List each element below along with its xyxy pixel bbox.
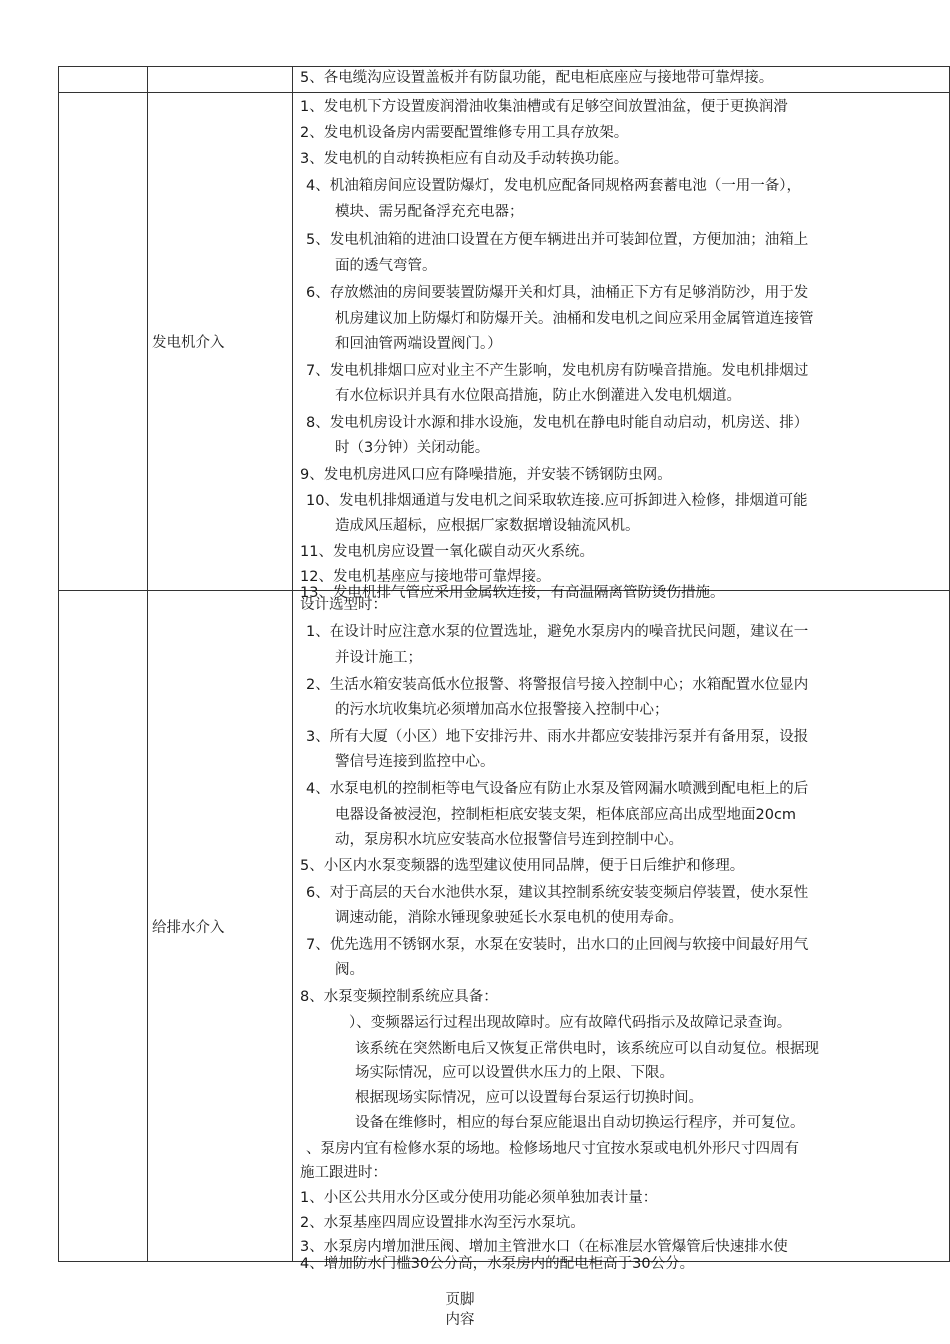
content-cell [293, 591, 950, 1272]
content-line: 11、发电机房应设置一氧化碳自动灭火系统。 [300, 544, 594, 560]
content-line: 5、小区内水泵变频器的选型建议使用同品牌，便于日后维护和修理。 [300, 858, 745, 874]
content-line: 该系统在突然断电后又恢复正常供电时，该系统应可以自动复位。根据现 [355, 1041, 819, 1057]
empty-cell [59, 67, 148, 93]
content-line: 1、在设计时应注意水泵的位置选址，避免水泵房内的噪音扰民问题，建议在一 [306, 624, 809, 640]
table-row [59, 93, 950, 591]
content-line: 10、发电机排烟通道与发电机之间采取软连接.应可拆卸进入检修，排烟道可能 [306, 493, 808, 509]
content-line: 面的透气弯管。 [335, 258, 437, 274]
content-line: 调速动能，消除水锤现象驶延长水泵电机的使用寿命。 [335, 910, 683, 926]
content-line: 设备在维修时，相应的每台泵应能退出自动切换运行程序，并可复位。 [355, 1115, 805, 1131]
content-line: 3、发电机的自动转换柜应有自动及手动转换功能。 [300, 151, 629, 167]
content-line: 7、优先选用不锈钢水泵，水泵在安装时，出水口的止回阀与软接中间最好用气 [306, 937, 809, 953]
content-line: 场实际情况，应可以设置供水压力的上限、下限。 [355, 1065, 674, 1081]
content-line: 4、水泵电机的控制柜等电气设备应有防止水泵及管网漏水喷溅到配电柜上的后 [306, 781, 809, 797]
content-line: 13、发电机排气管应采用金属软连接，有高温隔离管防烫伤措施。 [300, 585, 725, 601]
content-line: 的污水坑收集坑必须增加高水位报警接入控制中心； [335, 702, 669, 718]
content-line: 和回油管两端设置阀门。） [335, 336, 502, 352]
content-line: 12、发电机基座应与接地带可靠焊接。 [300, 569, 551, 585]
content-line: 6、对于高层的天台水池供水泵，建议其控制系统安装变频启停装置，使水泵性 [306, 885, 809, 901]
content-line: 7、发电机排烟口应对业主不产生影响，发电机房有防噪音措施。发电机排烟过 [306, 363, 809, 379]
content-line: 4、增加防水门槛30公分高，水泵房内的配电柜高于30公分。 [300, 1256, 695, 1272]
empty-cell [59, 93, 148, 591]
content-line: 警信号连接到监控中心。 [335, 754, 495, 770]
category-cell [148, 67, 293, 93]
content-line: 4、机油箱房间应设置防爆灯，发电机应配备同规格两套蓄电池（一用一备）， [306, 178, 801, 194]
content-line: 并设计施工； [335, 650, 422, 666]
content-line: 、泵房内宜有检修水泵的场地。检修场地尺寸宜按水泵或电机外形尺寸四周有 [306, 1141, 799, 1157]
content-line: 阀。 [335, 962, 364, 978]
content-line: 模块、需另配备浮充充电器； [335, 204, 524, 220]
content-line: ）、变频器运行过程出现故障时。应有故障代码指示及故障记录查询。 [349, 1015, 792, 1031]
content-line: 5、发电机油箱的进油口设置在方便车辆进出并可装卸位置，方便加油；油箱上 [306, 232, 809, 248]
content-line: 设计选型时： [300, 597, 387, 613]
content-line: 时（3分钟）关闭动能。 [335, 440, 490, 456]
category-cell: 发电机介入 [148, 93, 293, 591]
content-line: 9、发电机房进风口应有降噪措施，并安装不锈钢防虫网。 [300, 467, 672, 483]
content-cell [293, 67, 950, 93]
content-line: 6、存放燃油的房间要装置防爆开关和灯具，油桶正下方有足够消防沙，用于发 [306, 285, 809, 301]
content-line: 机房建议加上防爆灯和防爆开关。油桶和发电机之间应采用金属管道连接管 [335, 311, 814, 327]
content-line: 2、生活水箱安装高低水位报警、将警报信号接入控制中心；水箱配置水位显内 [306, 677, 809, 693]
content-line: 1、小区公共用水分区或分使用功能必须单独加表计量： [300, 1190, 658, 1206]
content-line: 2、发电机设备房内需要配置维修专用工具存放架。 [300, 125, 629, 141]
page-footer [420, 1290, 500, 1330]
content-line: 8、水泵变频控制系统应具备： [300, 989, 498, 1005]
category-cell: 给排水介入 [148, 591, 293, 1262]
content-line: 根据现场实际情况，应可以设置每台泵运行切换时间。 [355, 1090, 703, 1106]
content-line: 8、发电机房设计水源和排水设施，发电机在静电时能自动启动，机房送、排） [306, 415, 809, 431]
table-row [59, 67, 950, 93]
footer-line: 页脚 [445, 1292, 475, 1308]
content-line: 3、所有大厦（小区）地下安排污井、雨水井都应安装排污泵并有备用泵，设报 [306, 729, 809, 745]
content-line: 3、水泵房内增加泄压阀、增加主管泄水口（在标准层水管爆管后快速排水使 [300, 1239, 788, 1255]
content-line: 动，泵房积水坑应安装高水位报警信号连到控制中心。 [335, 832, 683, 848]
content-line: 造成风压超标，应根据厂家数据增设轴流风机。 [335, 518, 640, 534]
content-table [58, 66, 950, 1272]
content-line: 电器设备被浸泡，控制柜柜底安装支架，柜体底部应高出成型地面20cm [335, 807, 797, 823]
content-line: 1、发电机下方设置废润滑油收集油槽或有足够空间放置油盆，便于更换润滑 [300, 99, 788, 115]
empty-cell [59, 591, 148, 1262]
content-cell [293, 93, 950, 601]
content-line: 5、各电缆沟应设置盖板并有防鼠功能，配电柜底座应与接地带可靠焊接。 [300, 70, 774, 86]
content-line: 2、水泵基座四周应设置排水沟至污水泵坑。 [300, 1215, 585, 1231]
table-row [59, 591, 950, 1262]
content-line: 有水位标识并具有水位限高措施，防止水倒灌进入发电机烟道。 [335, 388, 741, 404]
footer-line: 内容 [445, 1312, 475, 1328]
content-line: 施工跟进时： [300, 1165, 387, 1181]
